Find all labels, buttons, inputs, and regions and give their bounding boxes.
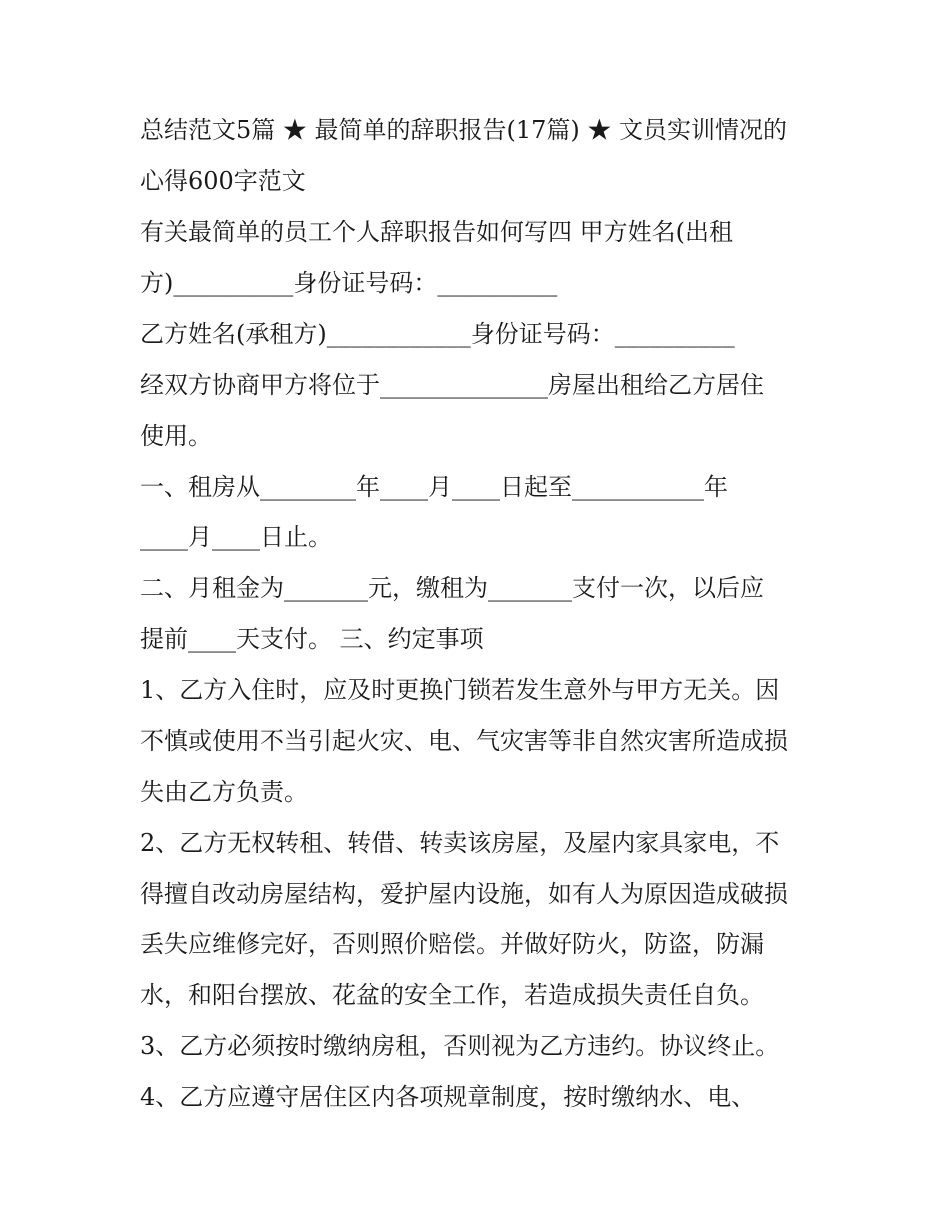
text-line-13: 不慎或使用不当引起火灾、电、气灾害等非自然灾害所造成损 [140, 727, 788, 755]
text-line-8: 一、租房从________年____月____日起至___________年 [140, 473, 728, 501]
text-line-11: 提前____天支付。 三、约定事项 [140, 625, 484, 653]
text-line-18: 水，和阳台摆放、花盆的安全工作，若造成损失责任自负。 [140, 981, 764, 1009]
text-line-4: 方)__________身份证号码：__________ [140, 269, 558, 297]
text-line-19: 3、乙方必须按时缴纳房租，否则视为乙方违约。协议终止。 [140, 1032, 780, 1060]
text-line-14: 失由乙方负责。 [140, 778, 308, 806]
text-line-9: ____月____日止。 [140, 523, 332, 551]
text-line-15: 2、乙方无权转租、转借、转卖该房屋，及屋内家具家电，不 [140, 829, 780, 857]
text-line-2: 心得600字范文 [140, 167, 306, 195]
text-line-10: 二、月租金为_______元，缴租为_______支付一次，以后应 [140, 574, 764, 602]
text-line-6: 经双方协商甲方将位于______________房屋出租给乙方居住 [140, 371, 764, 399]
text-line-16: 得擅自改动房屋结构，爱护屋内设施，如有人为原因造成破损 [140, 880, 788, 908]
text-line-1: 总结范文5篇 ★ 最简单的辞职报告(17篇) ★ 文员实训情况的 [140, 116, 788, 144]
text-line-20: 4、乙方应遵守居住区内各项规章制度，按时缴纳水、电、 [140, 1083, 756, 1111]
text-line-12: 1、乙方入住时，应及时更换门锁若发生意外与甲方无关。因 [140, 676, 780, 704]
text-line-17: 丢失应维修完好，否则照价赔偿。并做好防火，防盗，防漏 [140, 930, 764, 958]
text-line-5: 乙方姓名(承租方)____________身份证号码：__________ [140, 320, 735, 348]
text-line-7: 使用。 [140, 422, 212, 450]
text-line-3: 有关最简单的员工个人辞职报告如何写四 甲方姓名(出租 [140, 218, 733, 246]
